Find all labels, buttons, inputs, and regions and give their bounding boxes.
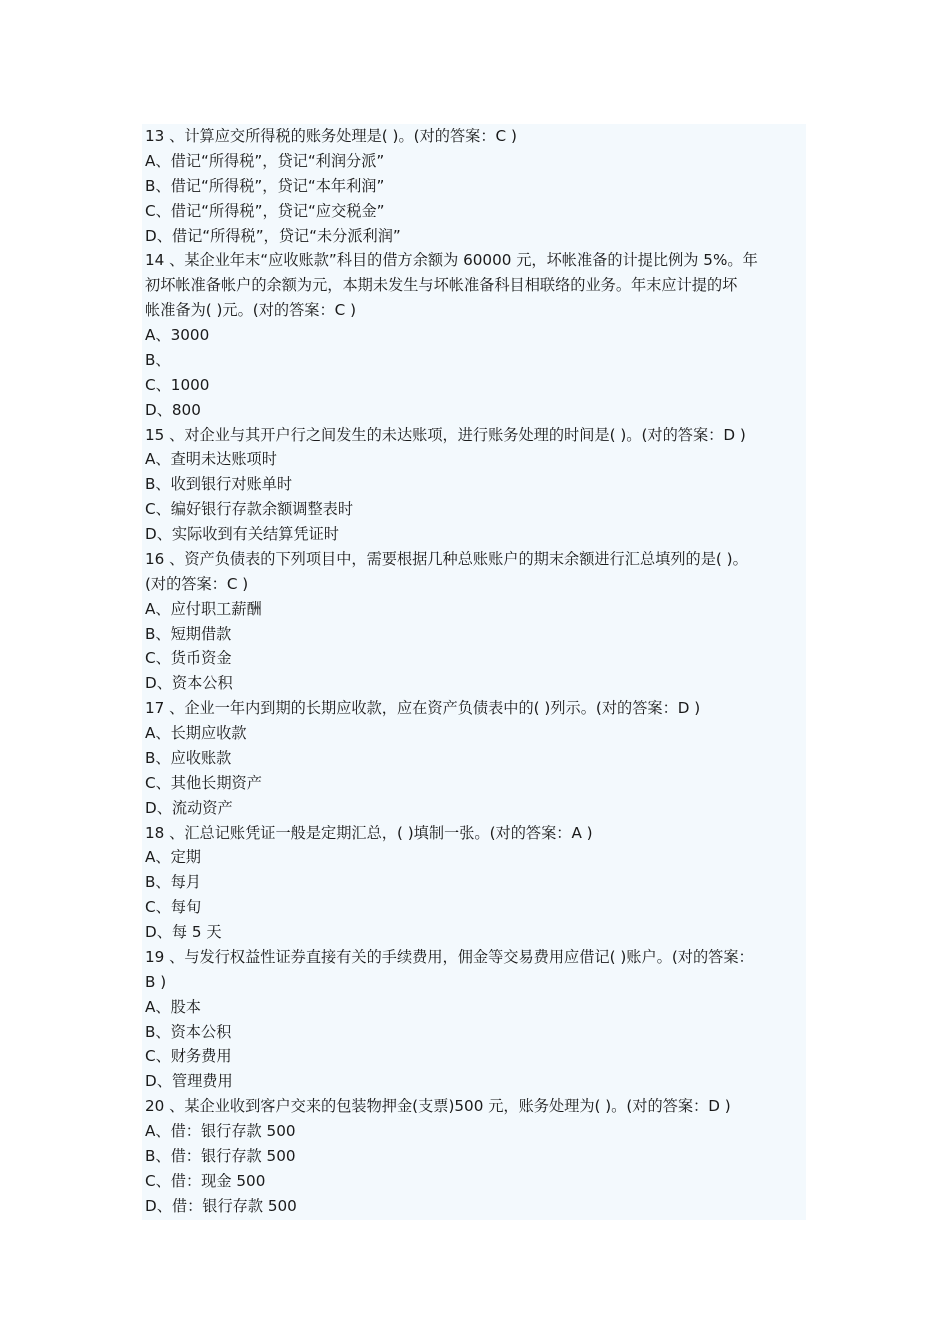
question-16-option-d: D、资本公积 [145,674,233,693]
question-15-option-b: B、收到银行对账单时 [145,475,293,494]
question-16-option-c: C、货币资金 [145,649,232,668]
question-20-option-a: A、借：银行存款 500 [145,1122,296,1140]
question-13-option-b: B、借记“所得税”，贷记“本年利润” [145,176,385,195]
question-16-option-b: B、短期借款 [145,624,232,643]
question-16-stem-line-2: (对的答案：C ) [145,574,249,593]
question-18-option-b: B、每月 [145,873,201,892]
question-16-option-a: A、应付职工薪酬 [145,599,262,618]
question-18-option-c: C、每旬 [145,898,202,917]
question-15-option-c: C、编好银行存款余额调整表时 [145,500,354,519]
question-18-stem: 18 、汇总记账凭证一般是定期汇总，( )填制一张。(对的答案：A ) [145,823,593,842]
question-17-option-c: C、其他长期资产 [145,773,262,792]
question-13-option-c: C、借记“所得税”，贷记“应交税金” [145,201,385,220]
question-17-option-d: D、流动资产 [145,798,233,817]
question-14-option-c: C、1000 [145,375,210,394]
question-19-option-b: B、资本公积 [145,1022,232,1041]
question-list [145,124,807,1219]
question-19-stem-line-2: B ) [145,972,167,991]
question-13-stem: 13 、计算应交所得税的账务处理是( )。(对的答案：C ) [145,127,517,145]
question-18-option-a: A、定期 [145,848,201,867]
question-19-option-a: A、股本 [145,997,201,1016]
question-14-stem-line-2: 初坏帐准备帐户的余额为元，本期未发生与坏帐准备科目相联络的业务。年末应计提的坏 [145,276,738,295]
question-16-stem-line-1: 16 、资产负债表的下列项目中，需要根据几种总账账户的期末余额进行汇总填列的是( )。 [145,549,748,568]
question-14-option-d: D、800 [145,400,201,419]
question-20-option-b: B、借：银行存款 500 [145,1146,296,1165]
question-19-option-c: C、财务费用 [145,1047,232,1066]
question-14-option-b: B、 [145,350,171,369]
question-13-option-a: A、借记“所得税”，贷记“利润分派” [145,151,385,170]
question-15-option-a: A、查明未达账项时 [145,450,277,469]
question-14-stem-line-1: 14 、某企业年末“应收账款”科目的借方余额为 60000 元，坏帐准备的计提比例为 5%。年 [145,251,758,270]
question-15-option-d: D、实际收到有关结算凭证时 [145,525,339,543]
question-14-option-a: A、3000 [145,326,210,344]
question-20-option-d: D、借：银行存款 500 [145,1196,297,1215]
question-17-stem: 17 、企业一年内到期的长期应收款，应在资产负债表中的( )列示。(对的答案：D ) [145,699,701,718]
question-20-option-c: C、借：现金 500 [145,1171,266,1190]
question-19-option-d: D、管理费用 [145,1072,233,1091]
question-18-option-d: D、每 5 天 [145,923,222,941]
question-17-option-a: A、长期应收款 [145,724,247,742]
question-15-stem: 15 、对企业与其开户行之间发生的未达账项，进行账务处理的时间是( )。(对的答案：D ) [145,425,746,444]
question-14-stem-line-3: 帐准备为( )元。(对的答案：C ) [145,301,357,320]
question-19-stem-line-1: 19 、与发行权益性证券直接有关的手续费用，佣金等交易费用应借记( )账户。(对的答案： [145,947,754,966]
question-13-option-d: D、借记“所得税”，贷记“未分派利润” [145,226,401,245]
question-17-option-b: B、应收账款 [145,748,232,767]
question-20-stem: 20 、某企业收到客户交来的包装物押金(支票)500 元，账务处理为( )。(对的答案：D ) [145,1097,731,1116]
